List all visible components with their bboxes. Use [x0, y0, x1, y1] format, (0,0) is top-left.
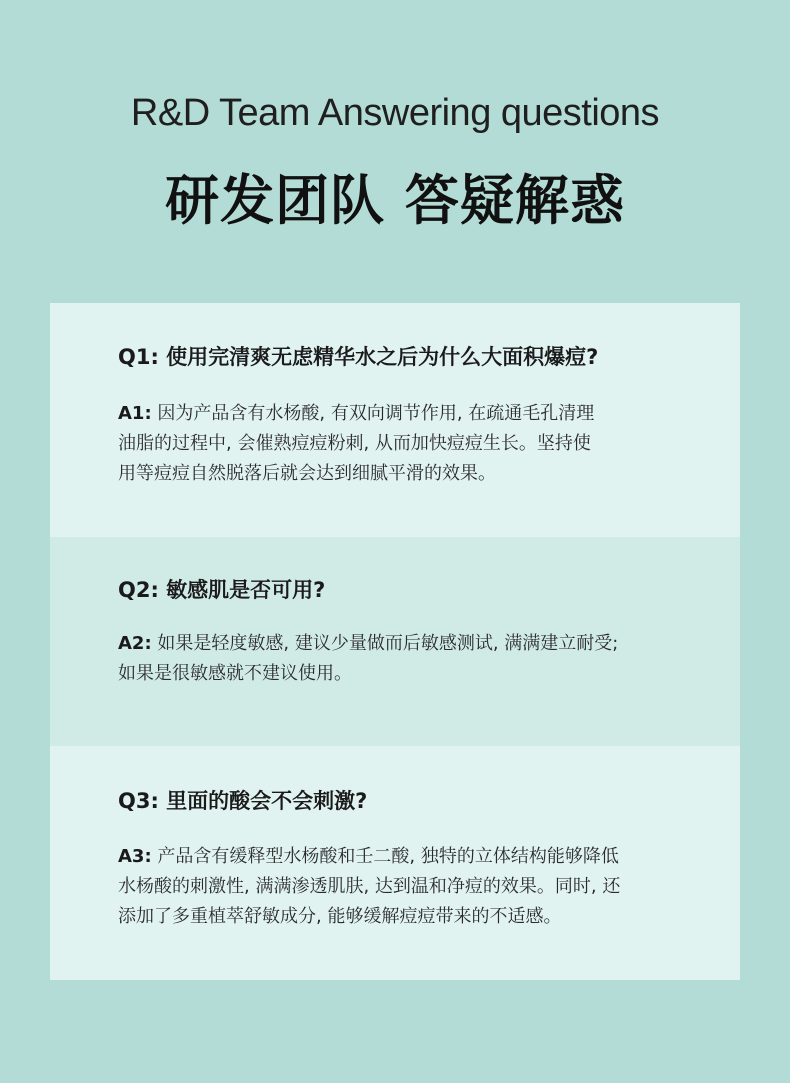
answer-1-text-1: 因为产品含有水杨酸, 有双向调节作用, 在疏通毛孔清理: [157, 403, 595, 424]
answer-1-prefix: A1:: [118, 403, 152, 424]
answer-2-prefix: A2:: [118, 633, 152, 654]
question-1: Q1: 使用完清爽无虑精华水之后为什么大面积爆痘?: [118, 345, 599, 369]
answer-1-line-1: [118, 399, 698, 429]
answer-2-line-1: [118, 629, 698, 659]
answer-3-prefix: A3:: [118, 846, 152, 867]
question-3: Q3: 里面的酸会不会刺激?: [118, 789, 368, 813]
title-chinese: 研发团队 答疑解惑: [165, 169, 625, 232]
qa-card-2: [50, 537, 740, 746]
answer-1-line-3: 用等痘痘自然脱落后就会达到细腻平滑的效果。: [118, 463, 496, 484]
answer-1-line-2: 油脂的过程中, 会催熟痘痘粉刺, 从而加快痘痘生长。坚持使: [118, 433, 591, 454]
answer-3-line-1: [118, 842, 698, 872]
qa-card-3: [50, 746, 740, 980]
answer-2-text-1: 如果是轻度敏感, 建议少量做而后敏感测试, 满满建立耐受;: [157, 633, 619, 654]
answer-1: [118, 399, 698, 489]
answer-2: [118, 629, 698, 689]
qa-card-1: [50, 303, 740, 537]
answer-3-line-2: 水杨酸的刺激性, 满满渗透肌肤, 达到温和净痘的效果。同时, 还: [118, 876, 621, 897]
answer-3: [118, 842, 698, 932]
title-english: R&D Team Answering questions: [130, 92, 660, 134]
answer-3-line-3: 添加了多重植萃舒敏成分, 能够缓解痘痘带来的不适感。: [118, 906, 562, 927]
question-2: Q2: 敏感肌是否可用?: [118, 578, 326, 602]
answer-3-text-1: 产品含有缓释型水杨酸和壬二酸, 独特的立体结构能够降低: [157, 846, 619, 867]
answer-2-line-2: 如果是很敏感就不建议使用。: [118, 663, 352, 684]
